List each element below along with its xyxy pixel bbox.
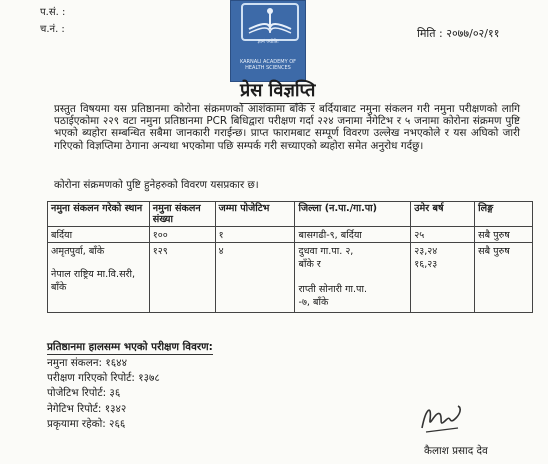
cell-place-2: नेपाल राष्ट्रिय मा.वि.सरी, बाँके <box>51 269 136 293</box>
positive-cases-table <box>47 201 533 313</box>
cell-age: २३,२४ <box>414 246 438 257</box>
page-title: प्रेस विज्ञप्ति <box>240 78 315 104</box>
report-line-pending: प्रकृयामा रहेको: २६६ <box>47 418 126 430</box>
dispatch-number: च.नं. : <box>40 24 65 35</box>
cell-district: दुधवा गा.पा. २, <box>298 246 354 257</box>
table-row <box>48 243 533 313</box>
cell-place: बर्दिया <box>48 227 150 243</box>
report-line-collected: नमुना संकलन: १६४४ <box>47 357 127 369</box>
report-line-tested: परीक्षण गरिएको रिपोर्ट: १३७८ <box>47 372 160 384</box>
report-line-negative: नेगेटिभ रिपोर्ट: १३४२ <box>47 403 127 415</box>
cell-district: बासगढी-९, बर्दिया <box>295 227 411 243</box>
table-header-row <box>48 202 533 227</box>
logo-name: KARNALI ACADEMY OF HEALTH SCIENCES <box>239 59 297 71</box>
cell-age: २५ <box>411 227 475 243</box>
col-header-district: जिल्ला (न.पा./गा.पा) <box>295 202 411 227</box>
issue-date: मिति : २०७७/०२/११ <box>417 27 500 40</box>
cell-district-2: बाँके र <box>298 259 321 270</box>
cell-sex: सबै पुरुष <box>475 227 533 243</box>
cell-positive: ४ <box>215 243 295 313</box>
cell-district-4: -७, बाँके <box>298 297 329 308</box>
release-paragraph: प्रस्तुत विषयमा यस प्रतिष्ठानमा कोरोना संक्रमणको आशंकामा बाँके र बर्दियाबाट नमुना संकलन गरी नमुना परीक्षणको लागि पठाईएकोमा २२९ वटा नमुना प्रतिष्ठानमा PCR बिधिद्वारा परीक्षण गर्दा २२४ जनामा नेगेटिभ र ५ जनामा कोरोना संक्रमण पुष्टि भएको ब्यहोरा सम्बन्धित सबैमा जानकारी गराईन्छ। प्राप्त फारामबाट सम्पूर्ण विवरण उल्लेख नभएकोले र यस अघिको जारी गरिएको विज्ञप्तिमा ठेगाना अन्यथा भएकोमा पछि सम्पर्क गरी सच्याएको ब्यहोरा समेत अनुरोध गर्दछु। <box>54 103 520 152</box>
col-header-sex: लिङ्ग <box>475 202 533 227</box>
col-header-count: नमुना संकलन संख्या <box>149 202 215 227</box>
logo-motto: ज्ञानं ज्योतिः <box>257 39 279 45</box>
cell-count: १२९ <box>149 243 215 313</box>
table-row <box>48 227 533 243</box>
cell-count: १०० <box>149 227 215 243</box>
col-header-positive: जम्मा पोजेटिभ <box>215 202 295 227</box>
col-header-place: नमुना संकलन गरेको स्थान <box>48 202 150 227</box>
cell-sex: सबै पुरुष <box>475 243 533 313</box>
cell-district-3: राप्ती सोनारी गा.पा. <box>298 284 368 295</box>
ref-number: प.सं. : <box>40 7 66 18</box>
signature-icon <box>418 398 466 438</box>
cell-positive: १ <box>215 227 295 243</box>
col-header-age: उमेर बर्ष <box>411 202 475 227</box>
release-paragraph-2: कोरोना संक्रमणको पुष्टि हुनेहरुको विवरण यसप्रकार छ। <box>54 179 259 191</box>
cell-age-2: १६,२३ <box>414 259 438 270</box>
cell-place: अमृतपुर्वा, बाँके <box>51 246 105 257</box>
report-summary-title: प्रतिष्ठानमा हालसम्म भएको परीक्षण विवरण: <box>47 341 213 353</box>
signer-name: कैलाश प्रसाद देव <box>424 445 488 457</box>
institution-logo <box>230 0 306 82</box>
report-line-positive: पोजेटिभ रिपोर्ट: ३६ <box>47 387 121 399</box>
book-emblem-icon <box>241 3 299 41</box>
